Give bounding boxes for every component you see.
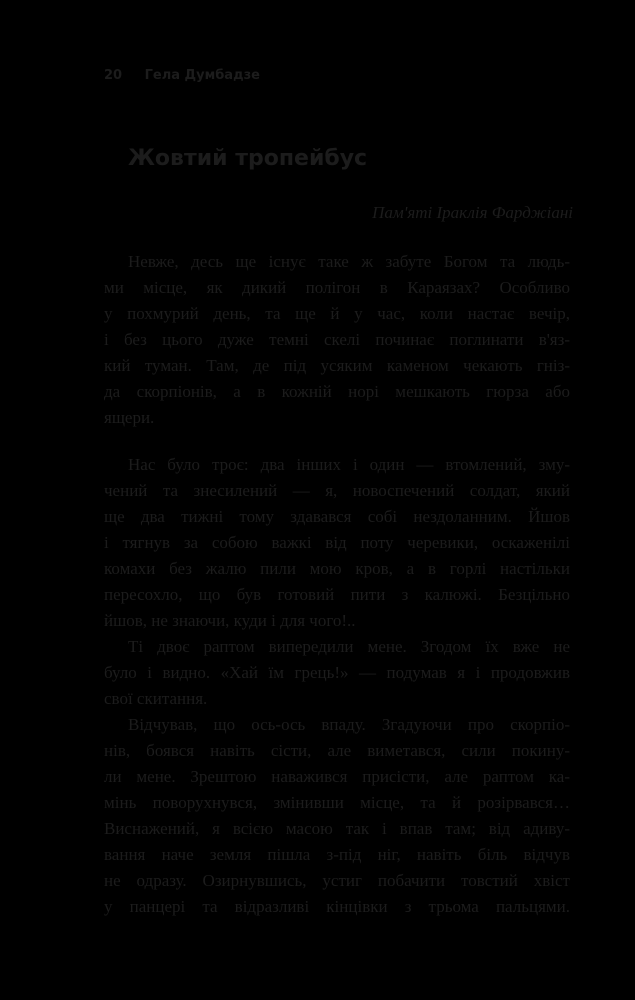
text-line: комахи без жалю пили мою кров, а в горлі настільки <box>104 559 570 578</box>
text-line: було і видно. «Хай їм грець!» — подумав я і продовжив <box>104 663 570 682</box>
running-head <box>104 68 260 83</box>
text-line: не одразу. Озирнувшись, устиг побачити товстий хвіст <box>104 871 570 890</box>
text-line: чений та знесилений — я, новоспечений солдат, який <box>104 481 570 500</box>
text-line: ящери. <box>104 408 155 427</box>
chapter-title: Жовтий тропейбус <box>128 146 368 171</box>
dedication: Пам'яті Іраклія Фарджіані <box>372 203 573 222</box>
text-line: кий туман. Там, де під усяким каменом чекають гніз- <box>104 356 570 375</box>
page-number: 20 <box>104 68 123 83</box>
text-line: у панцері та відразливі кінцівки з трьома пальцями. <box>104 897 570 916</box>
text-line: і без цього дуже темні скелі починає поглинати в'яз- <box>104 330 570 349</box>
text-line: Відчував, що ось-ось впаду. Згадуючи про скорпіо- <box>128 715 570 734</box>
text-line: і тягнув за собою важкі від поту черевики, оскаженілі <box>104 533 570 552</box>
text-line: Нас було троє: два інших і один — втомлений, зму- <box>128 455 570 474</box>
text-line: йшов, не знаючи, куди і для чого!.. <box>104 611 356 630</box>
paragraph-1 <box>104 249 570 431</box>
text-line: Виснажений, я всією масою так і впав там; від адиву- <box>104 819 570 838</box>
paragraph-2 <box>104 452 570 920</box>
text-line: мінь поворухнувся, змінивши місце, та й розірвався… <box>104 793 570 812</box>
text-line: свої скитання. <box>104 689 208 708</box>
text-line: нів, боявся навіть сісти, але виметався, сили покину- <box>104 741 570 760</box>
text-line: Ті двоє раптом випередили мене. Згодом їх вже не <box>128 637 570 656</box>
text-line: ли мене. Зрештою наважився присісти, але раптом ка- <box>104 767 570 786</box>
text-line: пересохло, що був готовий пити з калюжі. Безцільно <box>104 585 570 604</box>
text-line: у похмурий день, та ще й у час, коли настає вечір, <box>104 304 570 323</box>
text-line: да скорпіонів, а в кожній норі мешкають гюрза або <box>104 382 570 401</box>
text-line: вання наче земля пішла з-під ніг, навіть біль відчув <box>104 845 570 864</box>
author-name: Гела Думбадзе <box>144 68 260 83</box>
text-line: ми місце, як дикий полігон в Караязах? Особливо <box>104 278 570 297</box>
text-line: ще два тижні тому здавався собі нездоланним. Йшов <box>104 507 570 526</box>
text-line: Невже, десь ще існує таке ж забуте Богом та людь- <box>128 252 570 271</box>
